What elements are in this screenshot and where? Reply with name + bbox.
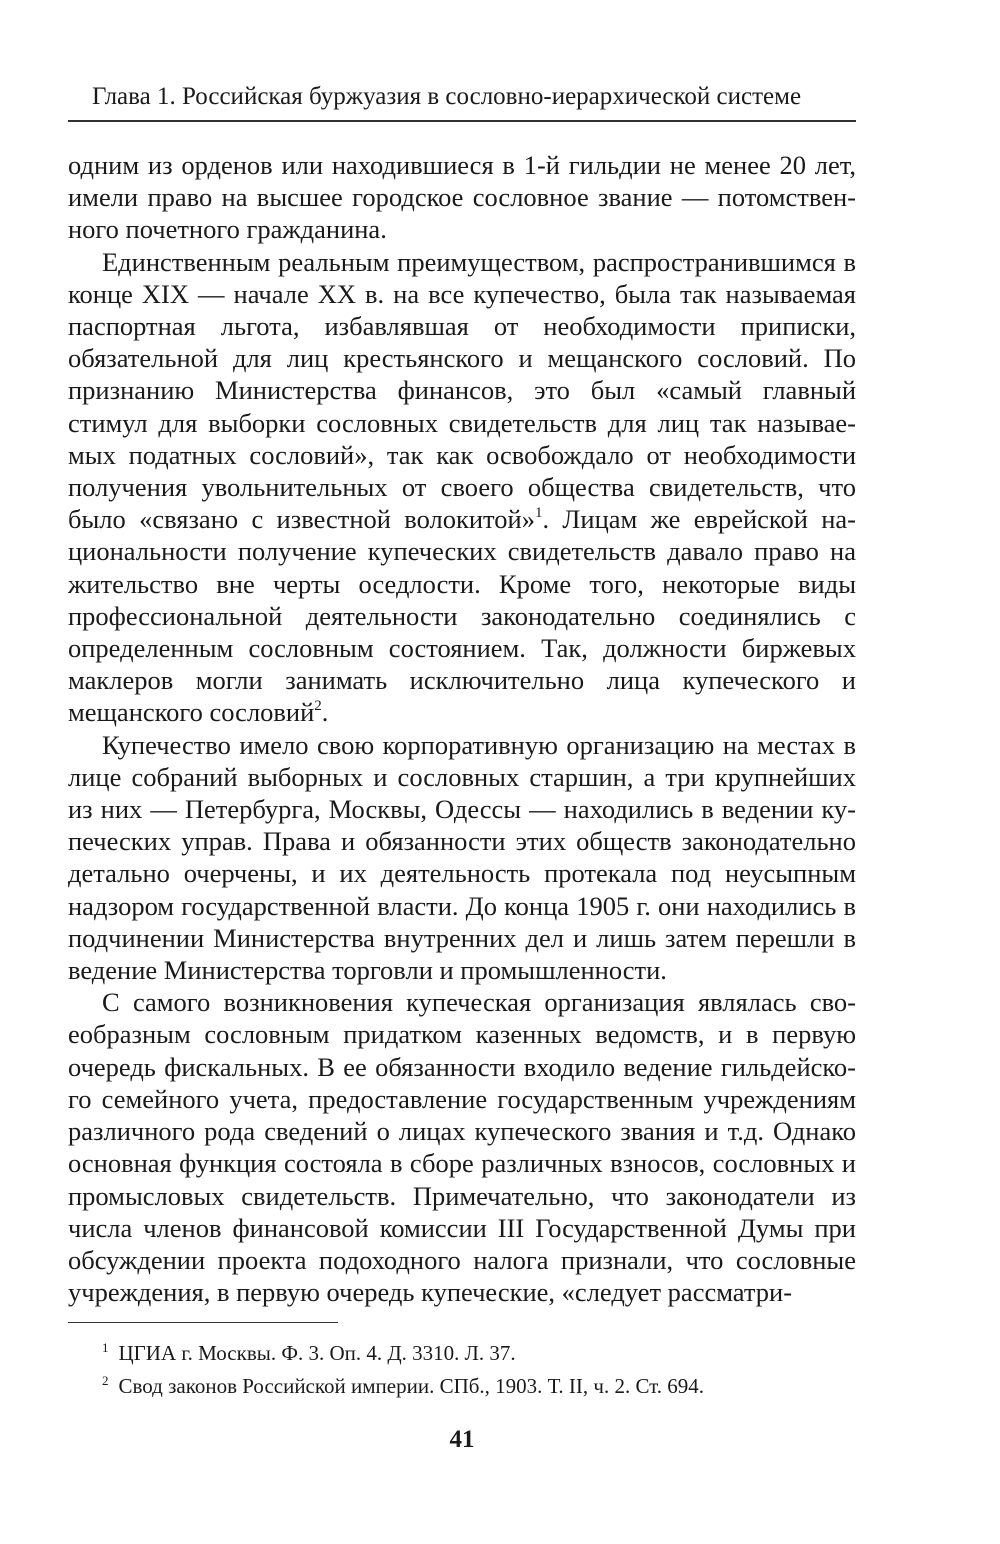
header-rule <box>68 120 856 122</box>
running-head: Глава 1. Российская буржуазия в сословно-иерархической системе <box>92 83 802 110</box>
paragraph-2 <box>68 246 856 729</box>
paragraph-3: Купечество имело свою корпоративную организацию на местах в лице собраний выборных и сословных старшин, а три крупнейших из них — Петербурга, Москвы, Одессы — находились в ведении купеческих управ. Права и обязанности этих обществ законодательно детально очерчены, и их деятельность протекала под неусыпным надзором государственной власти. До конца 1905 г. они находились в подчинении Министерства внутренних дел и лишь затем перешли в ведение Министерства торговли и промышленности. <box>68 729 856 986</box>
page-number: 41 <box>449 1426 475 1453</box>
footnote-text: ЦГИА г. Москвы. Ф. 3. Оп. 4. Д. 3310. Л. 37. <box>118 1341 516 1365</box>
footnotes <box>102 1334 856 1400</box>
footnote-1 <box>102 1334 856 1367</box>
paragraph-4: С самого возникновения купеческая организация являлась своеобразным сословным придатком казенных ведомств, и в первую очередь фискальных. В ее обязанности входило ведение гильдейского семейного учета, предоставление государственным учреждениям различного рода сведений о лицах купеческого звания и т.д. Однако основная функция состояла в сборе различных взносов, сословных и промысловых свидетельств. Примечательно, что законодатели из числа членов финансовой комиссии III Государственной Думы при обсуждении проекта подоходного налога признали, что сословные учреждения, в первую очередь купеческие, «следует рассматри- <box>68 987 856 1308</box>
paragraph-2-part-1: Единственным реальным преимуществом, распространившимся в конце XIX — начале XX в. на все купечество, была так называемая паспортная льгота, избавлявшая от необходимости приписки, обязательной для лиц крестьянского и мещанского сословий. По признанию Министерства финансов, это был «самый главный стимул для выборки сословных свидетельств для лиц так называемых податных сословий», так как освобождало от необходимости получения увольнительных от своего общества свидетельств, что было «связано с известной волокитой» <box>68 246 856 535</box>
footnote-rule <box>68 1322 338 1323</box>
paragraph-2-part-3: . <box>321 697 329 728</box>
book-page <box>68 0 856 1544</box>
footnote-2 <box>102 1367 856 1400</box>
footnote-ref-2[interactable]: 2 <box>314 698 322 715</box>
footnote-ref-1[interactable]: 1 <box>534 505 543 522</box>
footnote-number: 2 <box>102 1373 109 1388</box>
footnote-text: Свод законов Российской империи. СПб., 1903. Т. II, ч. 2. Ст. 694. <box>118 1374 705 1398</box>
paragraph-1: одним из орденов или находившиеся в 1-й гильдии не менее 20 лет, имели право на высшее городское сословное звание — потомственного почетного гражданина. <box>68 150 856 245</box>
body-text <box>68 149 856 1308</box>
footnote-number: 1 <box>102 1340 109 1355</box>
paragraph-2-part-2: . Лицам же еврейской национальности получение купеческих свидетельств давало право на жительство вне черты оседлости. Кроме того, некоторые виды профессиональной деятельности законодательно соединялись с определенным сословным состоянием. Так, должности биржевых маклеров могли занимать исключительно лица купеческого и мещанского сословий <box>68 504 856 728</box>
